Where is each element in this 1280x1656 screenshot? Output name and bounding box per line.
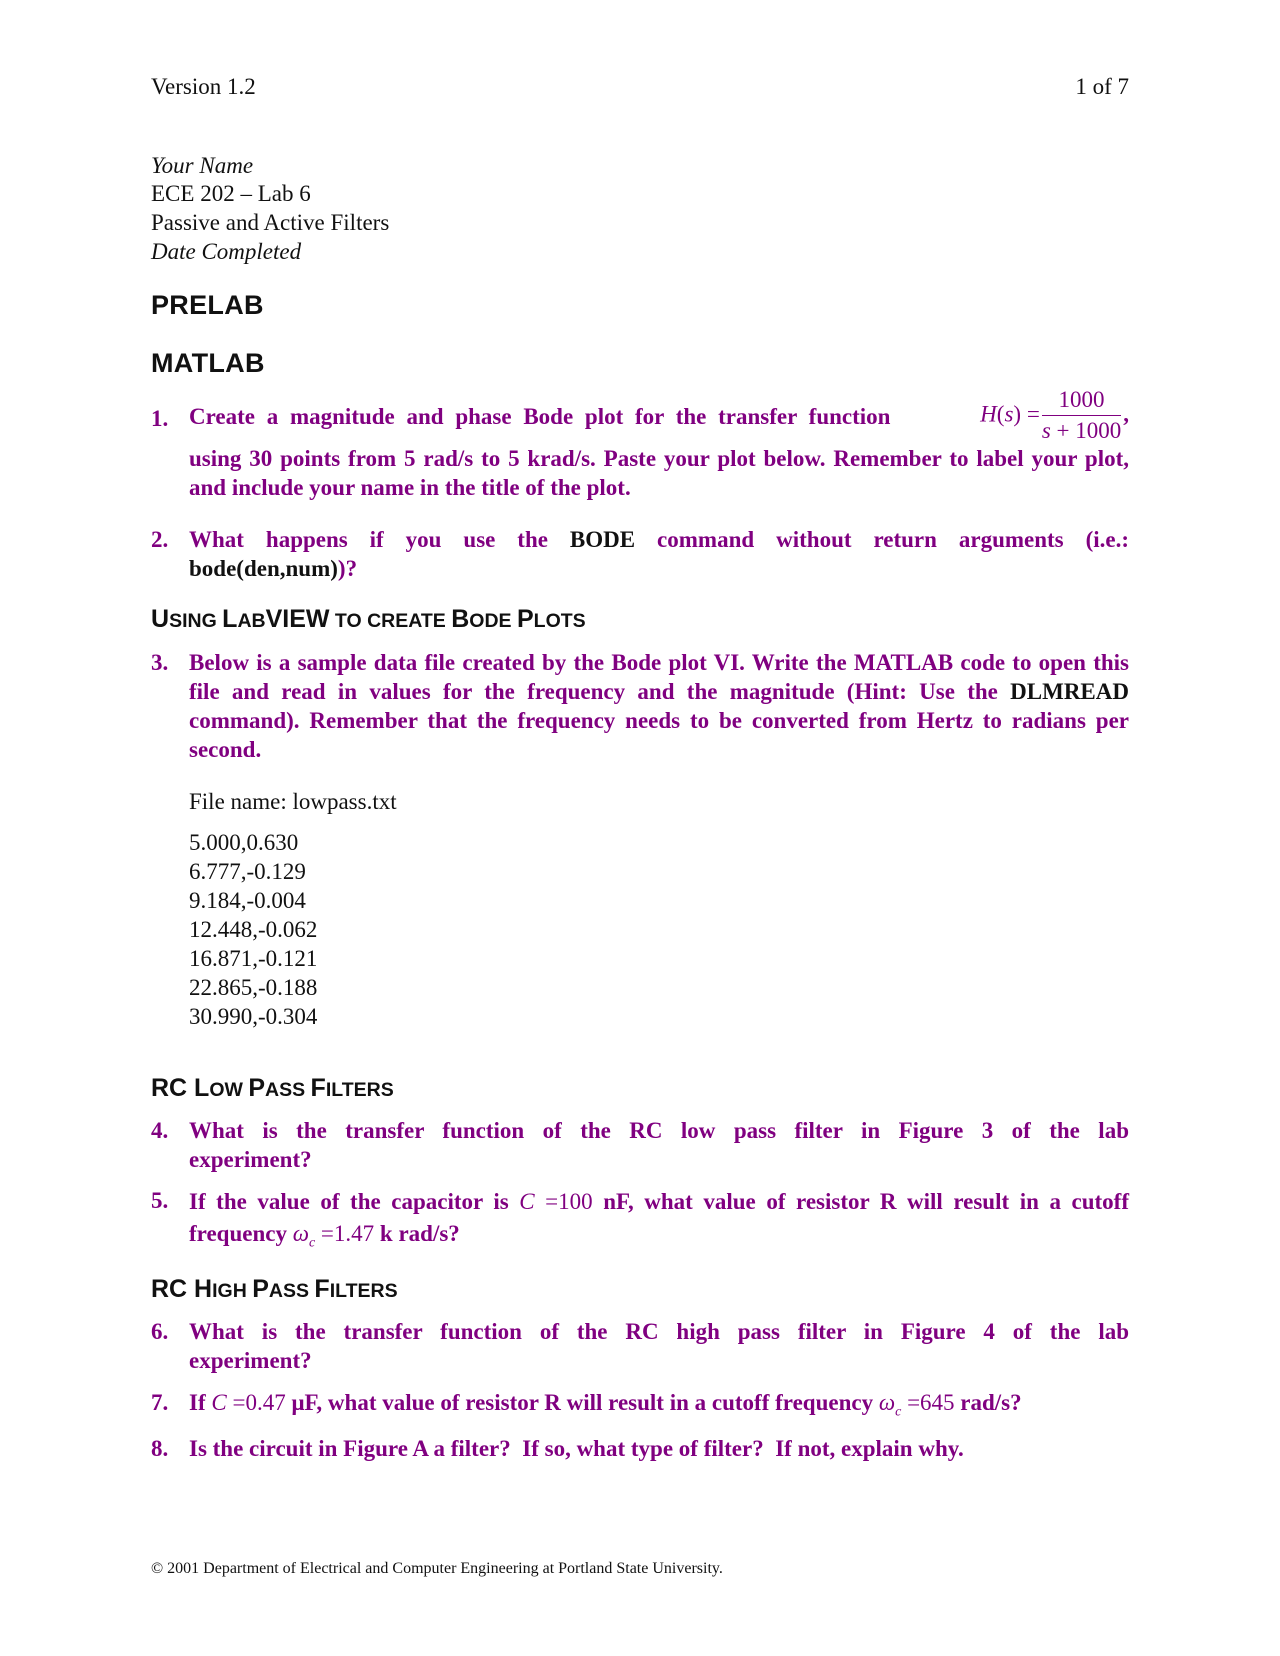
heading-part: B — [451, 605, 470, 633]
numerator: 1000 — [1042, 387, 1121, 416]
denominator — [1042, 416, 1121, 445]
data-row: 12.448,-0.062 — [189, 917, 318, 942]
question-1-text: Create a magnitude and phase Bode plot for the transfer function — [189, 403, 891, 429]
question-5-text-c: k rad/s? — [379, 1221, 460, 1246]
capacitance-expression — [519, 1189, 603, 1214]
copyright-footer: © 2001 Department of Electrical and Computer Engineering at Portland State University. — [151, 1560, 723, 1577]
heading-part: RC L — [151, 1074, 210, 1102]
func-symbol: H — [980, 401, 997, 427]
question-1-continued: using 30 points from 5 rad/s to 5 krad/s. Paste your plot below. Remember to label your plot, and include your name in the title of the plot. — [189, 446, 1129, 500]
question-5-text-b: nF, what value of resistor R will result in a cutoff frequency — [189, 1189, 1129, 1246]
heading-part: ILTERS — [329, 1280, 398, 1302]
cutoff-expression — [292, 1221, 380, 1251]
heading-part: LOTS — [533, 610, 586, 632]
data-row: 22.865,-0.188 — [189, 975, 318, 1000]
omega-symbol: ω — [878, 1390, 896, 1415]
question-8 — [151, 1434, 1129, 1463]
bode-code: bode(den,num) — [189, 556, 338, 581]
heading-part: ODE — [469, 610, 517, 632]
heading-part: U — [151, 605, 170, 633]
student-name: Your Name — [151, 153, 254, 178]
matlab-heading: MATLAB — [151, 348, 265, 378]
var-symbol: s — [1004, 401, 1014, 427]
heading-part: ILTERS — [325, 1079, 394, 1101]
cutoff-value: =645 — [901, 1390, 961, 1415]
cutoff-expression — [878, 1390, 961, 1420]
page-number: 1 of 7 — [1075, 74, 1129, 99]
heading-part: OW — [209, 1079, 249, 1101]
heading-part: TO CREATE — [329, 610, 452, 632]
capacitance-expression — [211, 1390, 291, 1415]
question-6-text: What is the transfer function of the RC high pass filter in Figure 4 of the lab experiment? — [189, 1319, 1129, 1373]
question-number: 4. — [151, 1118, 169, 1143]
date-completed: Date Completed — [151, 239, 302, 264]
question-1 — [151, 386, 1129, 502]
heading-part: P — [516, 605, 534, 633]
data-file-contents — [189, 828, 317, 1031]
dlmread-command: DLMREAD — [1010, 679, 1129, 704]
denominator-var: s — [1041, 418, 1051, 443]
heading-part: L — [222, 605, 238, 633]
question-5-text-a: If the value of the capacitor is — [189, 1189, 520, 1214]
heading-part: F — [310, 1074, 326, 1102]
question-number: 5. — [151, 1188, 169, 1213]
capacitor-value: =0.47 — [226, 1390, 292, 1415]
rc-high-pass-heading — [151, 1275, 398, 1304]
question-4-text: What is the transfer function of the RC low pass filter in Figure 3 of the lab experiment? — [189, 1118, 1129, 1172]
question-7-text-a: If — [189, 1390, 212, 1415]
question-number: 8. — [151, 1436, 169, 1461]
heading-part: IGH — [212, 1280, 253, 1302]
question-number: 3. — [151, 650, 169, 675]
heading-part: P — [248, 1074, 266, 1102]
heading-part: AB — [237, 610, 266, 632]
denominator-rest: + 1000 — [1050, 418, 1122, 443]
question-5 — [151, 1186, 1129, 1260]
question-number: 7. — [151, 1390, 169, 1415]
lab-title: Passive and Active Filters — [151, 210, 390, 235]
transfer-function-equation: H(s) = $\frac{1000}{s + 1000}$ , — [980, 387, 1129, 443]
bode-command: BODE — [569, 527, 636, 552]
question-3 — [151, 648, 1129, 764]
heading-part: ASS — [265, 1079, 311, 1101]
capacitor-symbol: C — [211, 1390, 227, 1415]
heading-part: RC H — [151, 1275, 213, 1303]
data-row: 16.871,-0.121 — [189, 946, 318, 971]
question-number: 1. — [151, 406, 169, 431]
equals-sign: = — [1026, 401, 1040, 427]
question-2-text-c: )? — [337, 556, 358, 581]
capacitor-value: =100 — [534, 1189, 604, 1214]
prelab-heading: PRELAB — [151, 290, 264, 320]
data-row: 6.777,-0.129 — [189, 859, 306, 884]
labview-heading — [151, 605, 586, 634]
data-row: 30.990,-0.304 — [189, 1004, 318, 1029]
heading-part: SING — [169, 610, 223, 632]
course-label: ECE 202 – Lab 6 — [151, 181, 311, 206]
rc-low-pass-heading — [151, 1074, 394, 1103]
question-4 — [151, 1116, 1129, 1174]
cutoff-value: =1.47 — [315, 1221, 380, 1246]
file-name-label: File name: lowpass.txt — [189, 789, 397, 814]
omega-symbol: ω — [292, 1221, 309, 1246]
question-number: 2. — [151, 527, 169, 552]
question-6 — [151, 1317, 1129, 1375]
heading-part: P — [252, 1275, 269, 1303]
question-number: 6. — [151, 1319, 169, 1344]
question-3-text-b: command). Remember that the frequency needs to be converted from Hertz to radians per second. — [189, 708, 1129, 762]
heading-part: F — [314, 1275, 330, 1303]
heading-part: VIEW — [265, 605, 330, 633]
question-7-text-b: μF, what value of resistor R will result in a cutoff frequency — [291, 1390, 879, 1415]
question-7-text-c: rad/s? — [960, 1390, 1022, 1415]
omega-subscript: c — [895, 1404, 902, 1420]
question-2-text-b: command without return arguments (i.e.: — [635, 527, 1129, 552]
data-row: 9.184,-0.004 — [189, 888, 306, 913]
version-label: Version 1.2 — [151, 74, 256, 99]
question-2 — [151, 525, 1129, 583]
fraction — [1042, 387, 1121, 445]
data-row: 5.000,0.630 — [189, 830, 299, 855]
heading-part: ASS — [268, 1280, 315, 1302]
question-2-text-a: What happens if you use the — [189, 527, 570, 552]
question-7 — [151, 1388, 1129, 1427]
omega-subscript: c — [308, 1235, 316, 1251]
capacitor-symbol: C — [519, 1189, 535, 1214]
question-3-text-a: Below is a sample data file created by the Bode plot VI. Write the MATLAB code to open this file and read in values for the frequency and the magnitude (Hint: Use the — [189, 650, 1129, 704]
question-8-text: Is the circuit in Figure A a filter? If so, what type of filter? If not, explain why. — [189, 1436, 964, 1461]
